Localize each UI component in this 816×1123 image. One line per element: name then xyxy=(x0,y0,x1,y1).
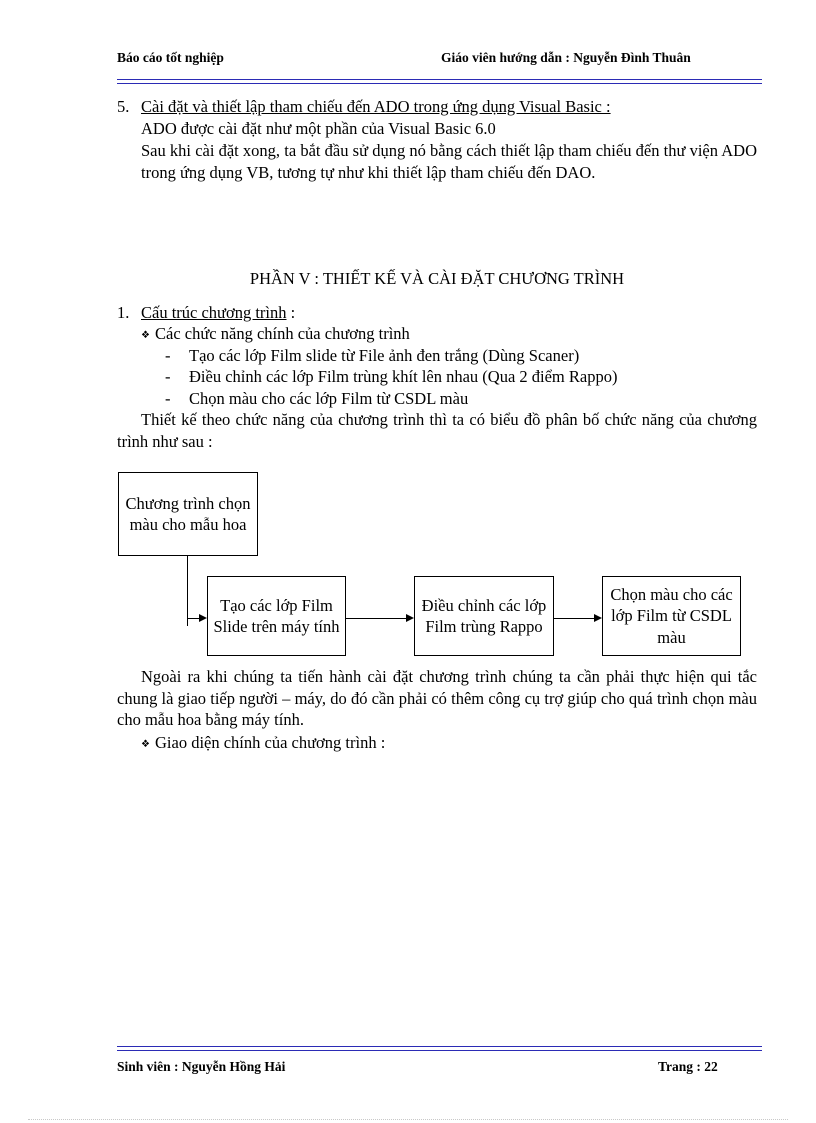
footer-rule-top xyxy=(117,1046,762,1047)
bullet-functions xyxy=(141,323,410,347)
list-item xyxy=(165,345,579,367)
diamond-bullet-icon: ❖ xyxy=(141,739,150,750)
section5-title: Cài đặt và thiết lập tham chiếu đến ADO trong ứng dụng Visual Basic : xyxy=(141,97,611,116)
list-item-text: Tạo các lớp Film slide từ File ảnh đen trắng (Dùng Scaner) xyxy=(189,346,580,365)
list-item-text: Điều chỉnh các lớp Film trùng khít lên nhau (Qua 2 điểm Rappo) xyxy=(189,367,618,386)
section1-title-suffix: : xyxy=(286,303,296,322)
section5-paragraph: Sau khi cài đặt xong, ta bắt đầu sử dụng nó bằng cách thiết lập tham chiếu đến thư viện ADO trong ứng dụng VB, tương tự như khi thiết lập tham chiếu đến DAO. xyxy=(141,141,757,182)
dash-bullet-icon: - xyxy=(165,389,171,408)
section5-line1: ADO được cài đặt như một phần của Visual Basic 6.0 xyxy=(141,119,496,138)
diagram-connector-1-2 xyxy=(346,618,406,619)
footer-rule-bottom xyxy=(117,1050,762,1051)
diagram-connector-2-3 xyxy=(554,618,594,619)
after-paragraph: Ngoài ra khi chúng ta tiến hành cài đặt chương trình chúng ta cần phải thực hiện qui tắc chung là giao tiếp người – máy, do đó cần phải có thêm công cụ trợ giúp cho quá trình chọn màu cho mẫu hoa bằng máy tính. xyxy=(117,667,757,729)
list-item xyxy=(165,388,468,410)
header-rule-top xyxy=(117,79,762,80)
diagram-connector-vertical xyxy=(187,556,188,626)
footer-left: Sinh viên : Nguyễn Hồng Hải xyxy=(117,1059,286,1074)
arrow-right-icon xyxy=(594,614,602,622)
diagram-step2-box: Điều chỉnh các lớp Film trùng Rappo xyxy=(414,576,554,656)
part-title: PHẦN V : THIẾT KẾ VÀ CÀI ĐẶT CHƯƠNG TRÌNH xyxy=(249,269,625,288)
page-edge-divider xyxy=(28,1119,788,1120)
diagram-step3-box: Chọn màu cho các lớp Film từ CSDL màu xyxy=(602,576,741,656)
arrow-right-icon xyxy=(199,614,207,622)
bullet-functions-text: Các chức năng chính của chương trình xyxy=(155,324,410,343)
arrow-right-icon xyxy=(406,614,414,622)
bullet-interface xyxy=(141,732,385,756)
diagram-step1-box: Tạo các lớp Film Slide trên máy tính xyxy=(207,576,346,656)
bullet-interface-text: Giao diện chính của chương trình : xyxy=(155,733,386,752)
page-number: Trang : 22 xyxy=(658,1059,718,1074)
header-right: Giáo viên hướng dẫn : Nguyễn Đình Thuân xyxy=(441,50,691,65)
section5-heading xyxy=(117,96,611,118)
section1-title: Cấu trúc chương trình xyxy=(141,303,287,322)
diagram-main-box: Chương trình chọn màu cho mẫu hoa xyxy=(118,472,258,556)
dash-bullet-icon: - xyxy=(165,367,171,386)
section1-number: 1. xyxy=(117,303,130,322)
section1-heading xyxy=(117,302,295,324)
section1-intro: Thiết kế theo chức năng của chương trình thì ta có biểu đồ phân bố chức năng của chương trình như sau : xyxy=(117,410,757,451)
list-item-text: Chọn màu cho các lớp Film từ CSDL màu xyxy=(189,389,469,408)
header-rule-bottom xyxy=(117,83,762,84)
header-left: Báo cáo tốt nghiệp xyxy=(117,50,224,65)
section5-number: 5. xyxy=(117,97,130,116)
dash-bullet-icon: - xyxy=(165,346,171,365)
diamond-bullet-icon: ❖ xyxy=(141,330,150,341)
list-item xyxy=(165,366,617,388)
